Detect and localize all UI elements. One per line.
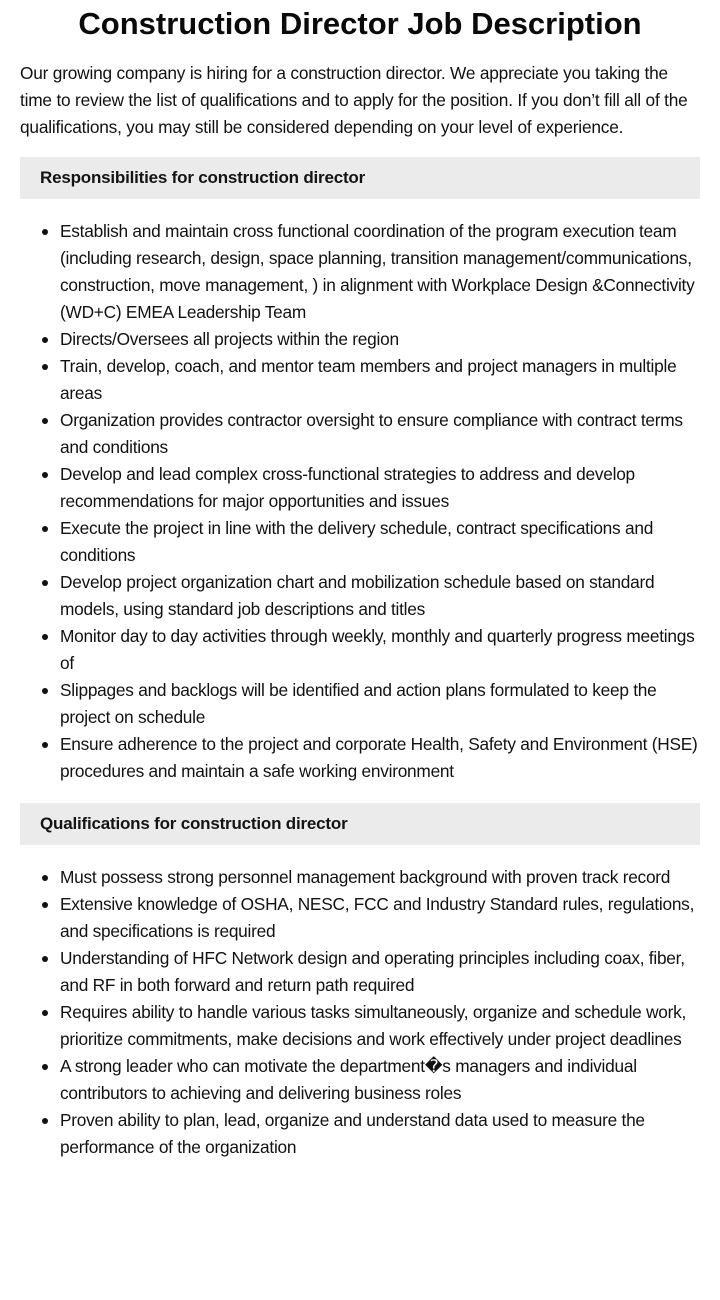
bullet-icon <box>42 472 48 478</box>
list-item <box>60 864 700 891</box>
list-item-text: Train, develop, coach, and mentor team members and project managers in multiple areas <box>60 356 677 403</box>
list-item <box>60 677 700 731</box>
page-title: Construction Director Job Description <box>78 6 642 41</box>
list-item-text: Proven ability to plan, lead, organize and understand data used to measure the performance of the organization <box>60 1110 645 1157</box>
list-item-text: Establish and maintain cross functional coordination of the program execution team (including research, design, space planning, transition management/communications, construction, move management, ) in alignment with Workplace Design &Connectivity (WD+C) EMEA Leadership Team <box>60 221 695 322</box>
list-item <box>60 945 700 999</box>
bullet-icon <box>42 688 48 694</box>
list-item-text: Extensive knowledge of OSHA, NESC, FCC and Industry Standard rules, regulations, and specifications is required <box>60 894 695 941</box>
bullet-icon <box>42 418 48 424</box>
bullet-icon <box>42 742 48 748</box>
bullet-icon <box>42 526 48 532</box>
list-item <box>60 623 700 677</box>
qualifications-list <box>20 864 700 1161</box>
bullet-icon <box>42 875 48 881</box>
responsibilities-list <box>20 218 700 785</box>
bullet-icon <box>42 634 48 640</box>
list-item-text: Execute the project in line with the delivery schedule, contract specifications and conditions <box>60 518 654 565</box>
list-item <box>60 1107 700 1161</box>
list-item-text: Develop project organization chart and mobilization schedule based on standard models, using standard job descriptions and titles <box>60 572 655 619</box>
list-item <box>60 999 700 1053</box>
bullet-icon <box>42 337 48 343</box>
list-item <box>60 731 700 785</box>
list-item-text: Organization provides contractor oversight to ensure compliance with contract terms and conditions <box>60 410 683 457</box>
list-item <box>60 218 700 326</box>
responsibilities-heading: Responsibilities for construction director <box>20 157 700 199</box>
bullet-icon <box>42 1118 48 1124</box>
list-item <box>60 891 700 945</box>
list-item <box>60 1053 700 1107</box>
list-item <box>60 326 700 353</box>
list-item-text: A strong leader who can motivate the department�s managers and individual contributors to achieving and delivering business roles <box>60 1056 637 1103</box>
list-item-text: Slippages and backlogs will be identified and action plans formulated to keep the project on schedule <box>60 680 657 727</box>
bullet-icon <box>42 1010 48 1016</box>
list-item-text: Monitor day to day activities through weekly, monthly and quarterly progress meetings of <box>60 626 695 673</box>
list-item <box>60 407 700 461</box>
bullet-icon <box>42 956 48 962</box>
list-item <box>60 515 700 569</box>
intro-paragraph: Our growing company is hiring for a construction director. We appreciate you taking the time to review the list of qualifications and to apply for the position. If you don’t fill all of the qualifications, you may still be considered depending on your level of experience. <box>20 63 688 137</box>
list-item-text: Requires ability to handle various tasks simultaneously, organize and schedule work, prioritize commitments, make decisions and work effectively under project deadlines <box>60 1002 687 1049</box>
list-item-text: Understanding of HFC Network design and operating principles including coax, fiber, and RF in both forward and return path required <box>60 948 685 995</box>
list-item-text: Ensure adherence to the project and corporate Health, Safety and Environment (HSE) procedures and maintain a safe working environment <box>60 734 698 781</box>
list-item <box>60 461 700 515</box>
list-item-text: Must possess strong personnel management background with proven track record <box>60 867 671 887</box>
list-item-text: Develop and lead complex cross-functional strategies to address and develop recommendations for major opportunities and issues <box>60 464 635 511</box>
list-item <box>60 569 700 623</box>
bullet-icon <box>42 1064 48 1070</box>
bullet-icon <box>42 902 48 908</box>
list-item-text: Directs/Oversees all projects within the region <box>60 329 399 349</box>
bullet-icon <box>42 229 48 235</box>
bullet-icon <box>42 364 48 370</box>
list-item <box>60 353 700 407</box>
qualifications-heading: Qualifications for construction director <box>20 803 700 845</box>
bullet-icon <box>42 580 48 586</box>
